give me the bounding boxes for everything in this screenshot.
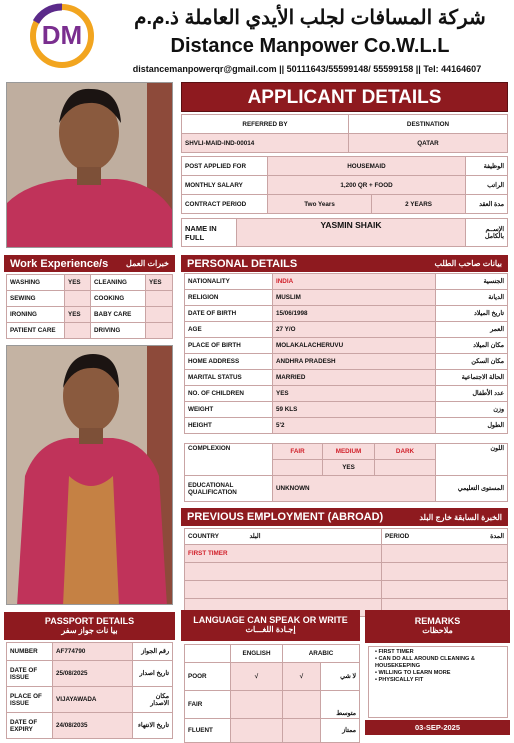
personal-value: 59 KLS [273, 402, 436, 418]
personal-row [185, 274, 508, 290]
personal-ar: الجنسية [436, 274, 508, 290]
remark-text: FIRST TIMER [378, 649, 414, 655]
personal-ar: العمر [436, 322, 508, 338]
post-ar: الوظيفة [466, 157, 508, 176]
contract-value-1: Two Years [268, 195, 372, 214]
destination-label: DESTINATION [349, 115, 508, 134]
remark-text: WILLING TO LEARN MORE [378, 670, 451, 676]
destination-value: QATAR [349, 134, 508, 153]
passport-label: NUMBER [7, 643, 53, 661]
personal-ar: تاريخ الميلاد [436, 306, 508, 322]
language-row [185, 719, 360, 743]
work-skill-value: YES [146, 275, 173, 291]
personal-label: RELIGION [185, 290, 273, 306]
personal-ar: الطول [436, 418, 508, 434]
passport-table [6, 642, 173, 739]
language-level-ar: متوسط [321, 691, 360, 719]
passport-row [7, 661, 173, 687]
personal-value: INDIA [273, 274, 436, 290]
language-level: FAIR [185, 691, 231, 719]
passport-ar: رقم الجواز [133, 643, 173, 661]
personal-value: 5'2 [273, 418, 436, 434]
referral-table [181, 114, 508, 153]
work-skill-value: YES [65, 307, 91, 323]
work-skill: SEWING [7, 291, 65, 307]
salary-value: 1,200 QR + FOOD [268, 176, 466, 195]
contract-label: CONTRACT PERIOD [182, 195, 268, 214]
personal-header [181, 255, 508, 272]
language-title: LANGUAGE CAN SPEAK OR WRITE [193, 615, 348, 625]
personal-ar: الحالة الاجتماعية [436, 370, 508, 386]
passport-label: DATE OF ISSUE [7, 661, 53, 687]
passport-title-ar: بيا نات جواز سفر [61, 626, 118, 635]
work-title-ar: خبرات العمل [126, 259, 169, 268]
name-label: NAME IN FULL [182, 219, 237, 247]
work-skill-value: YES [65, 275, 91, 291]
education-label: EDUCATIONAL QUALIFICATION [185, 476, 273, 502]
applicant-photo-full [6, 345, 173, 605]
work-table [6, 274, 173, 339]
post-value: HOUSEMAID [268, 157, 466, 176]
personal-value: MUSLIM [273, 290, 436, 306]
remarks-list [368, 646, 508, 718]
passport-row [7, 687, 173, 713]
work-row [7, 291, 173, 307]
referred-by-value: SHVLI-MAID-IND-00014 [182, 134, 349, 153]
work-skill-value [146, 323, 173, 339]
work-skill-value [146, 307, 173, 323]
personal-ar: وزن [436, 402, 508, 418]
passport-value: AF774790 [53, 643, 133, 661]
personal-label: NO. OF CHILDREN [185, 386, 273, 402]
work-skill: WASHING [7, 275, 65, 291]
education-ar: المستوى التعليمي [436, 476, 508, 502]
salary-ar: الراتب [466, 176, 508, 195]
page-title: APPLICANT DETAILS [181, 82, 508, 112]
company-name-ar: شركة المسافات لجلب الأيدي العاملة ذ.م.م [134, 7, 486, 29]
passport-value: 24/08/2035 [53, 713, 133, 739]
personal-label: HOME ADDRESS [185, 354, 273, 370]
language-corner [185, 645, 231, 663]
work-skill: DRIVING [91, 323, 146, 339]
country-label: COUNTRY [185, 529, 247, 545]
personal-label: PLACE OF BIRTH [185, 338, 273, 354]
remark-item: • FIRST TIMER [375, 649, 414, 655]
personal-label: DATE OF BIRTH [185, 306, 273, 322]
personal-label: MARITAL STATUS [185, 370, 273, 386]
passport-row [7, 713, 173, 739]
work-skill: PATIENT CARE [7, 323, 65, 339]
remarks-title-ar: ملاحظات [422, 626, 453, 635]
salary-label: MONTHLY SALARY [182, 176, 268, 195]
personal-ar: الديانة [436, 290, 508, 306]
language-level: FLUENT [185, 719, 231, 743]
language-english-value [231, 691, 283, 719]
work-skill-value [146, 291, 173, 307]
remark-text: CAN DO ALL AROUND CLEANING & HOUSEKEEPING [375, 656, 475, 669]
personal-ar: عدد الأطفال [436, 386, 508, 402]
contract-ar: مدة العقد [466, 195, 508, 214]
remark-item: • WILLING TO LEARN MORE [375, 670, 451, 676]
personal-row [185, 322, 508, 338]
work-row [7, 323, 173, 339]
logo-text: DM [41, 20, 83, 50]
company-contact: distancemanpowerqr@gmail.com || 50111643/55599148/ 55599158 || Tel: 44164607 [132, 64, 482, 74]
language-arabic-value [283, 691, 321, 719]
language-table [184, 644, 360, 743]
remarks-header [365, 610, 510, 643]
personal-label: AGE [185, 322, 273, 338]
complexion-cell [273, 460, 323, 476]
education-value: UNKNOWN [273, 476, 436, 502]
prev-title-ar: الخبرة السابقة خارج البلد [419, 512, 502, 522]
personal-title: PERSONAL DETAILS [187, 257, 298, 270]
personal-ar: مكان الميلاد [436, 338, 508, 354]
language-title-ar: إجـادة اللغـــات [245, 625, 296, 634]
work-skill-value [65, 323, 91, 339]
language-row [185, 691, 360, 719]
language-english-value [231, 719, 283, 743]
complexion-dark: DARK [375, 444, 436, 460]
language-row [185, 663, 360, 691]
period-cell [382, 563, 508, 581]
language-col-arabic: ARABIC [283, 645, 360, 663]
company-logo [26, 2, 102, 68]
personal-row [185, 338, 508, 354]
name-ar: الإســم بالكامل [466, 219, 508, 247]
personal-row [185, 418, 508, 434]
country-cell [185, 563, 382, 581]
passport-label: DATE OF EXPIRY [7, 713, 53, 739]
language-level-ar: لا شي [321, 663, 360, 691]
remarks-title: REMARKS [414, 616, 461, 626]
language-level: POOR [185, 663, 231, 691]
language-arabic-value [283, 719, 321, 743]
passport-title: PASSPORT DETAILS [44, 616, 135, 626]
personal-value: 27 Y/O [273, 322, 436, 338]
personal-ar: مكان السكن [436, 354, 508, 370]
complexion-value: YES [323, 460, 375, 476]
remark-item: • PHYSICALLY FIT [375, 677, 424, 683]
passport-ar: تاريخ اصدار [133, 661, 173, 687]
work-skill: BABY CARE [91, 307, 146, 323]
remark-text: PHYSICALLY FIT [378, 677, 424, 683]
personal-label: WEIGHT [185, 402, 273, 418]
passport-ar: تاريخ الانتهاء [133, 713, 173, 739]
complexion-table [184, 443, 508, 502]
personal-row [185, 370, 508, 386]
company-name-en: Distance Manpower Co.W.L.L [170, 35, 450, 57]
language-level-ar: ممتاز [321, 719, 360, 743]
passport-header [4, 612, 175, 640]
language-english-value: √ [231, 663, 283, 691]
work-row [7, 307, 173, 323]
country-cell [185, 581, 382, 599]
work-skill: CLEANING [91, 275, 146, 291]
period-cell [382, 545, 508, 563]
work-title: Work Experience/s [10, 257, 109, 270]
complexion-ar: اللون [436, 444, 508, 476]
personal-row [185, 354, 508, 370]
personal-table [184, 273, 508, 434]
country-ar: البلد [247, 529, 382, 545]
post-label: POST APPLIED FOR [182, 157, 268, 176]
personal-row [185, 306, 508, 322]
previous-employment-header [181, 508, 508, 526]
period-ar: المدة [437, 529, 508, 545]
personal-label: NATIONALITY [185, 274, 273, 290]
previous-employment-table [184, 528, 508, 617]
personal-title-ar: بيانات صاحب الطلب [434, 259, 502, 268]
personal-label: HEIGHT [185, 418, 273, 434]
personal-row [185, 290, 508, 306]
work-experience-header [4, 255, 175, 272]
applicant-photo-top [6, 82, 173, 248]
personal-row [185, 386, 508, 402]
period-label: PERIOD [382, 529, 437, 545]
language-col-english: ENGLISH [231, 645, 283, 663]
passport-row [7, 643, 173, 661]
contract-value-2: 2 YEARS [372, 195, 466, 214]
post-table [181, 156, 508, 214]
complexion-fair: FAIR [273, 444, 323, 460]
personal-value: 15/06/1998 [273, 306, 436, 322]
passport-value: VIJAYAWADA [53, 687, 133, 713]
passport-ar: مكان الاصدار [133, 687, 173, 713]
work-row [7, 275, 173, 291]
period-cell [382, 581, 508, 599]
name-table [181, 218, 508, 247]
complexion-label: COMPLEXION [185, 444, 273, 476]
language-arabic-value: √ [283, 663, 321, 691]
prev-title: PREVIOUS EMPLOYMENT (ABROAD) [187, 511, 384, 523]
personal-value: ANDHRA PRADESH [273, 354, 436, 370]
complexion-cell [375, 460, 436, 476]
personal-value: MOLAKALACHERUVU [273, 338, 436, 354]
language-header [181, 610, 360, 641]
passport-value: 25/08/2025 [53, 661, 133, 687]
personal-value: YES [273, 386, 436, 402]
name-value: YASMIN SHAIK [237, 219, 466, 247]
passport-label: PLACE OF ISSUE [7, 687, 53, 713]
personal-row [185, 402, 508, 418]
remark-item: • CAN DO ALL AROUND CLEANING & HOUSEKEEPING [375, 656, 475, 669]
work-skill: COOKING [91, 291, 146, 307]
complexion-medium: MEDIUM [323, 444, 375, 460]
remarks-date: 03-SEP-2025 [365, 720, 510, 735]
personal-value: MARRIED [273, 370, 436, 386]
referred-by-label: REFERRED BY [182, 115, 349, 134]
first-timer-cell: FIRST TIMER [185, 545, 382, 563]
work-skill: IRONING [7, 307, 65, 323]
work-skill-value [65, 291, 91, 307]
